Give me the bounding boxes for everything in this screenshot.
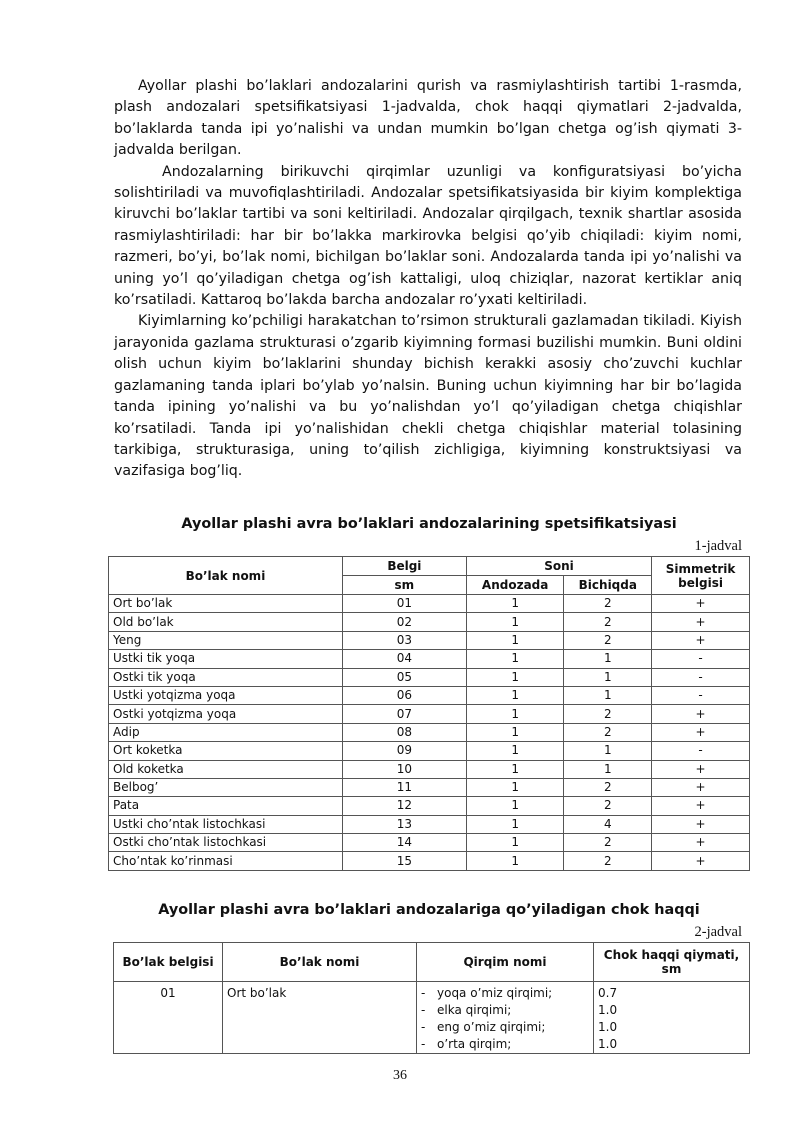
table2-caption: Ayollar plashi avra bo’laklari andozalariga qo’yiladigan chok haqqi bbox=[158, 902, 700, 918]
cell-cut-count: 1 bbox=[564, 760, 652, 778]
cell-symmetric: + bbox=[652, 613, 750, 631]
cell-cut-count: 2 bbox=[564, 705, 652, 723]
table1-label: 1-jadval bbox=[694, 538, 742, 554]
table-row bbox=[114, 982, 750, 1054]
cell-pattern-count: 1 bbox=[466, 834, 564, 852]
table-row bbox=[109, 631, 750, 649]
cell-sign: 05 bbox=[342, 668, 466, 686]
cell-symmetric: + bbox=[652, 723, 750, 741]
table-row bbox=[109, 705, 750, 723]
cell-cut-count: 1 bbox=[564, 668, 652, 686]
header-cut-name: Qirqim nomi bbox=[417, 943, 594, 982]
table1-body bbox=[109, 595, 750, 871]
cell-symmetric: + bbox=[652, 797, 750, 815]
cut-item: - yoqa o’miz qirqimi; bbox=[421, 985, 589, 1002]
table-row bbox=[109, 742, 750, 760]
paragraph: Ayollar plashi bo’laklari andozalarini qurish va rasmiylashtirish tartibi 1-rasmda, plash andozalari spetsifikatsiyasi 1-jadvalda, chok haqqi qiymatlari 2-jadvalda, bo’laklarda tanda ipi yo’nalishi va undan mumkin bo’lgan chetga og’ish qiymati 3-jadvalda berilgan. bbox=[114, 78, 742, 159]
cell-symmetric: - bbox=[652, 686, 750, 704]
cell-symmetric: + bbox=[652, 778, 750, 796]
cell-cut-count: 2 bbox=[564, 613, 652, 631]
cell-cut-count: 2 bbox=[564, 631, 652, 649]
table-row bbox=[109, 778, 750, 796]
cell-pattern-count: 1 bbox=[466, 723, 564, 741]
cell-part-name: Pata bbox=[109, 797, 343, 815]
table-row bbox=[109, 760, 750, 778]
table-row bbox=[109, 668, 750, 686]
page-number: 36 bbox=[393, 1068, 407, 1083]
cell-part-name: Old koketka bbox=[109, 760, 343, 778]
cell-part-name: Old bo’lak bbox=[109, 613, 343, 631]
table-row bbox=[109, 834, 750, 852]
cell-part-name: Cho’ntak ko’rinmasi bbox=[109, 852, 343, 870]
cell-part-sign: 01 bbox=[114, 982, 223, 1054]
table-row bbox=[109, 595, 750, 613]
cell-pattern-count: 1 bbox=[466, 852, 564, 870]
cell-cut-names bbox=[417, 982, 594, 1054]
cell-pattern-count: 1 bbox=[466, 742, 564, 760]
cell-cut-count: 4 bbox=[564, 815, 652, 833]
cell-sign: 08 bbox=[342, 723, 466, 741]
cell-cut-count: 2 bbox=[564, 778, 652, 796]
cell-part-name: Adip bbox=[109, 723, 343, 741]
cut-item: - o’rta qirqim; bbox=[421, 1036, 589, 1053]
header-cut: Bichiqda bbox=[564, 576, 652, 595]
paragraph: Andozalarning birikuvchi qirqimlar uzunligi va konfiguratsiyasi bo’yicha solishtiriladi va muvofiqlashtiriladi. Andozalar spetsifikatsiyasida bir kiyim komplektiga kiruvchi bo’laklar tartibi va soni keltiriladi. Andozalar qirqilgach, texnik shartlar asosida rasmiylashtiriladi: har bir bo’lakka markirovka belgisi qo’yib chiqiladi: kiyim nomi, razmeri, bo’yi, bo’lak nomi, bichilgan bo’laklar soni. Andozalarda tanda ipi yo’nalishi va uning yo’l qo’yiladigan chetga og’ish kattaligi, uloq chiziqlar, nazorat kertiklar aniq ko’rsatiladi. Kattaroq bo’lakda barcha andozalar ro’yxati keltiriladi. bbox=[114, 163, 742, 309]
cell-sign: 06 bbox=[342, 686, 466, 704]
cell-sign: 14 bbox=[342, 834, 466, 852]
header-sign: Belgi bbox=[342, 557, 466, 576]
cell-sign: 13 bbox=[342, 815, 466, 833]
table-row bbox=[109, 852, 750, 870]
cell-pattern-count: 1 bbox=[466, 650, 564, 668]
cell-part-name: Yeng bbox=[109, 631, 343, 649]
cell-cut-count: 2 bbox=[564, 723, 652, 741]
allowance-value: 1.0 bbox=[598, 1037, 618, 1051]
cell-cut-count: 2 bbox=[564, 852, 652, 870]
cell-pattern-count: 1 bbox=[466, 613, 564, 631]
cell-cut-count: 2 bbox=[564, 595, 652, 613]
table-row bbox=[109, 797, 750, 815]
allowance-value: 0.7 bbox=[598, 986, 618, 1000]
cell-part-name: Ostki tik yoqa bbox=[109, 668, 343, 686]
cell-sign: 03 bbox=[342, 631, 466, 649]
cell-symmetric: + bbox=[652, 631, 750, 649]
table-row bbox=[109, 686, 750, 704]
cell-sign: 15 bbox=[342, 852, 466, 870]
cell-part-name: Ustki tik yoqa bbox=[109, 650, 343, 668]
cut-item: - elka qirqimi; bbox=[421, 1002, 589, 1019]
cell-symmetric: - bbox=[652, 668, 750, 686]
cell-pattern-count: 1 bbox=[466, 705, 564, 723]
body-text bbox=[114, 76, 742, 483]
table-row bbox=[109, 723, 750, 741]
header-part-name: Bo’lak nomi bbox=[109, 557, 343, 595]
cell-cut-count: 1 bbox=[564, 650, 652, 668]
allowance-value: 1.0 bbox=[598, 1020, 618, 1034]
cell-symmetric: + bbox=[652, 852, 750, 870]
cell-sign: 09 bbox=[342, 742, 466, 760]
table-row bbox=[109, 650, 750, 668]
allowance-value: 1.0 bbox=[598, 1003, 618, 1017]
cell-pattern-count: 1 bbox=[466, 778, 564, 796]
cut-item: - eng o’miz qirqimi; bbox=[421, 1019, 589, 1036]
header-allowance-value: Chok haqqi qiymati, sm bbox=[594, 943, 750, 982]
cell-cut-count: 1 bbox=[564, 742, 652, 760]
cell-part-name: Ostki cho’ntak listochkasi bbox=[109, 834, 343, 852]
cell-pattern-count: 1 bbox=[466, 686, 564, 704]
header-part-name: Bo’lak nomi bbox=[223, 943, 417, 982]
cell-sign: 07 bbox=[342, 705, 466, 723]
cell-sign: 11 bbox=[342, 778, 466, 796]
header-count: Soni bbox=[466, 557, 651, 576]
cell-pattern-count: 1 bbox=[466, 815, 564, 833]
cell-pattern-count: 1 bbox=[466, 631, 564, 649]
cell-cut-count: 2 bbox=[564, 834, 652, 852]
table-row bbox=[109, 815, 750, 833]
cell-part-name: Belbog’ bbox=[109, 778, 343, 796]
specification-table bbox=[108, 556, 750, 871]
cell-part-name: Ort koketka bbox=[109, 742, 343, 760]
table1-caption: Ayollar plashi avra bo’laklari andozalarining spetsifikatsiyasi bbox=[181, 516, 677, 532]
header-sign-unit: sm bbox=[342, 576, 466, 595]
cell-part-name: Ustki yotqizma yoqa bbox=[109, 686, 343, 704]
cell-sign: 12 bbox=[342, 797, 466, 815]
cell-pattern-count: 1 bbox=[466, 668, 564, 686]
cell-symmetric: + bbox=[652, 595, 750, 613]
cell-cut-count: 1 bbox=[564, 686, 652, 704]
cell-symmetric: + bbox=[652, 760, 750, 778]
cell-sign: 04 bbox=[342, 650, 466, 668]
cell-pattern-count: 1 bbox=[466, 797, 564, 815]
cell-symmetric: + bbox=[652, 815, 750, 833]
cell-part-name: Ort bo’lak bbox=[109, 595, 343, 613]
table2-label: 2-jadval bbox=[694, 924, 742, 940]
cell-symmetric: - bbox=[652, 742, 750, 760]
cell-sign: 02 bbox=[342, 613, 466, 631]
cell-part-name: Ostki yotqizma yoqa bbox=[109, 705, 343, 723]
cell-symmetric: + bbox=[652, 705, 750, 723]
header-part-sign: Bo’lak belgisi bbox=[114, 943, 223, 982]
cell-sign: 10 bbox=[342, 760, 466, 778]
cell-pattern-count: 1 bbox=[466, 760, 564, 778]
cell-symmetric: - bbox=[652, 650, 750, 668]
header-symmetric: Simmetrik belgisi bbox=[652, 557, 750, 595]
cell-cut-count: 2 bbox=[564, 797, 652, 815]
cell-allowance-values bbox=[594, 982, 750, 1054]
cell-pattern-count: 1 bbox=[466, 595, 564, 613]
cell-part-name: Ort bo’lak bbox=[223, 982, 417, 1054]
cell-symmetric: + bbox=[652, 834, 750, 852]
header-pattern: Andozada bbox=[466, 576, 564, 595]
cell-sign: 01 bbox=[342, 595, 466, 613]
cell-part-name: Ustki cho’ntak listochkasi bbox=[109, 815, 343, 833]
paragraph: Kiyimlarning ko’pchiligi harakatchan to’rsimon strukturali gazlamadan tikiladi. Kiyish jarayonida gazlama strukturasi o’zgarib kiyimning formasi buzilishi mumkin. Buni oldini olish uchun kiyim bo’laklarini shunday bichish kerakki asosiy cho’zuvchi kuchlar gazlamaning tanda iplari bo’ylab yo’nalsin. Buning uchun kiyimning har bir bo’lagida tanda ipining yo’nalishi va bu yo’nalishdan yo’l qo’yiladigan chetga chiqishlar ko’rsatiladi. Tanda ipi yo’nalishidan chekli chetga chiqishlar material tolasining tarkibiga, strukturasiga, uning to’qilish zichligiga, kiyimning konstruktsiyasi va vazifasiga bog’liq. bbox=[114, 313, 742, 480]
table-row bbox=[109, 613, 750, 631]
seam-allowance-table bbox=[113, 942, 750, 1054]
